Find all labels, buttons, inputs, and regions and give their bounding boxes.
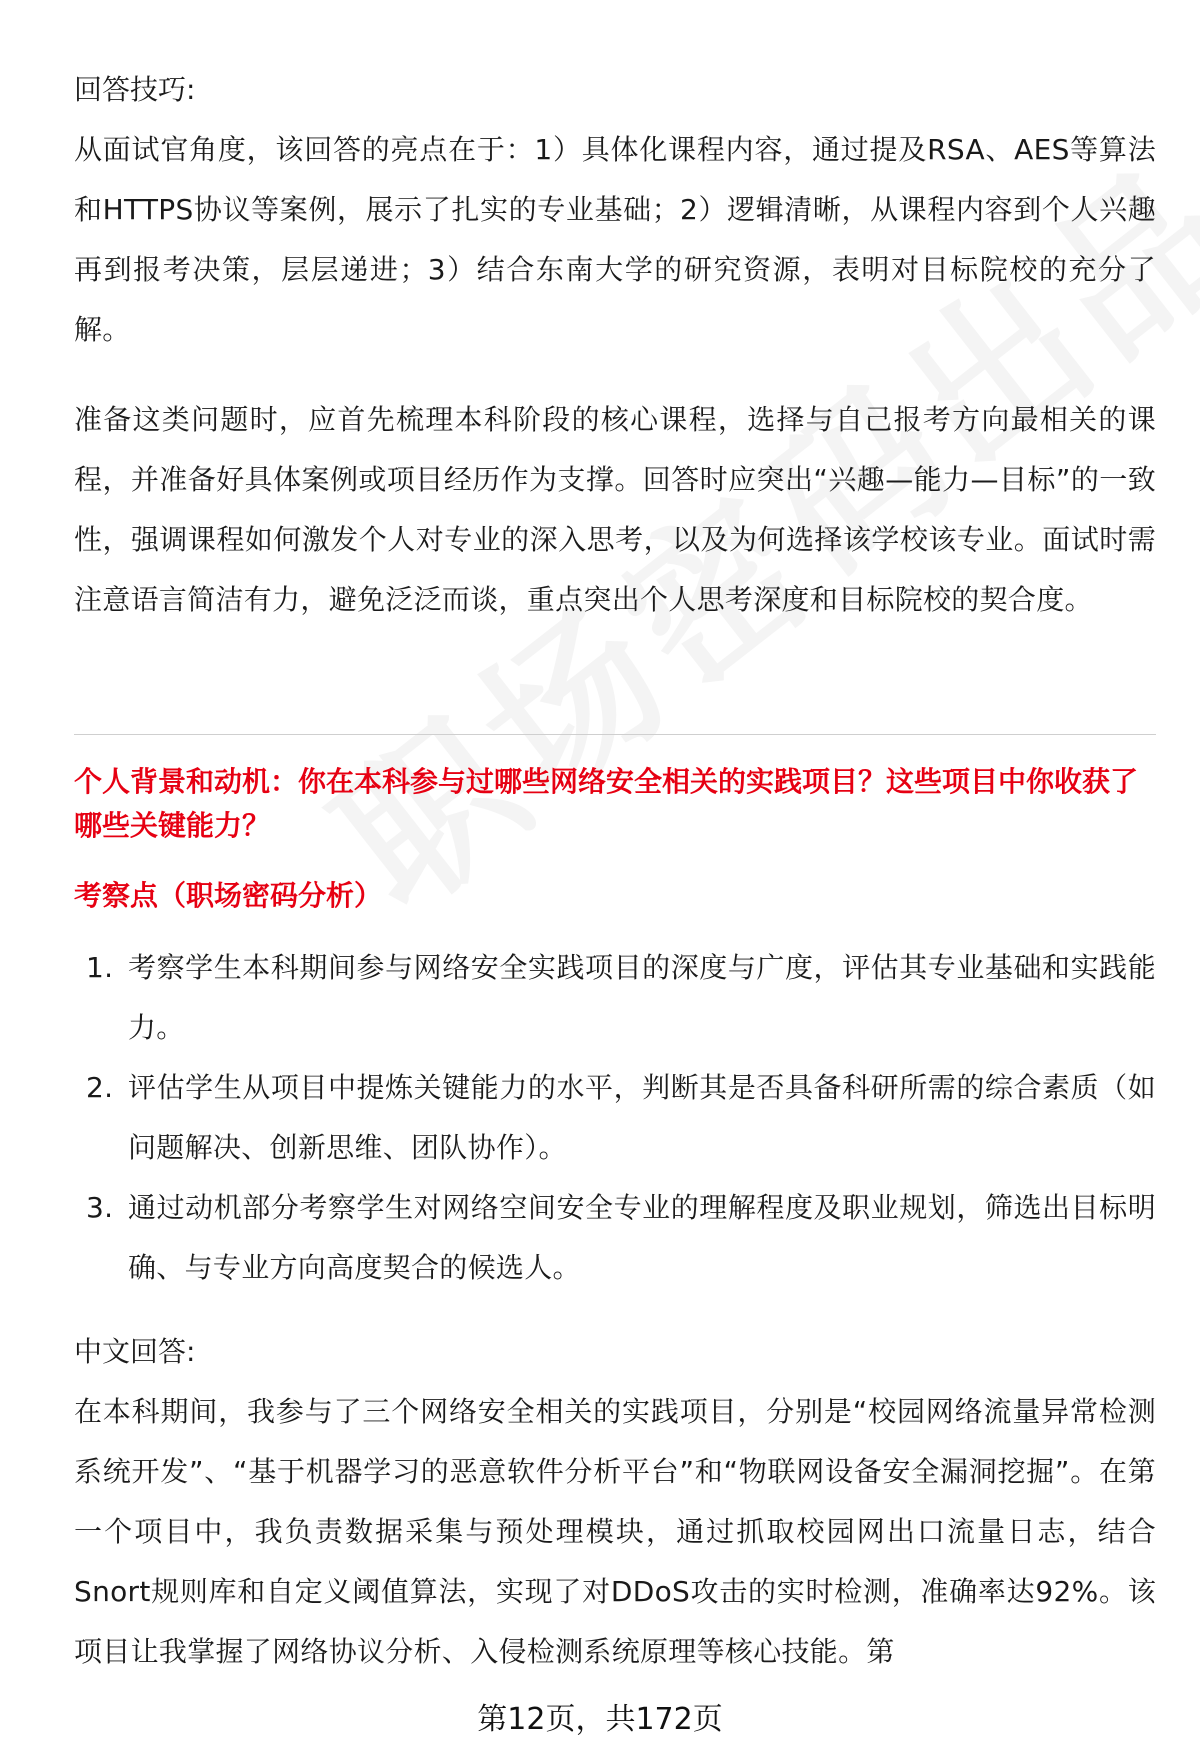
list-item <box>74 1058 1156 1178</box>
page-number: 第12页，共172页 <box>477 1702 723 1737</box>
list-item <box>74 938 1156 1058</box>
list-number: 3. <box>86 1191 114 1224</box>
list-text: 通过动机部分考察学生对网络空间安全专业的理解程度及职业规划，筛选出目标明确、与专业方向高度契合的候选人。 <box>128 1191 1156 1284</box>
assessment-points <box>74 938 1156 1298</box>
tips-label: 回答技巧: <box>74 73 196 106</box>
answer-label: 中文回答: <box>74 1335 196 1368</box>
list-text: 评估学生从项目中提炼关键能力的水平，判断其是否具备科研所需的综合素质（如问题解决、创新思维、团队协作）。 <box>128 1071 1156 1164</box>
tips-paragraph-1: 从面试官角度，该回答的亮点在于：1）具体化课程内容，通过提及RSA、AES等算法和HTTPS协议等案例，展示了扎实的专业基础；2）逻辑清晰，从课程内容到个人兴趣再到报考决策，层层递进；3）结合东南大学的研究资源，表明对目标院校的充分了解。 <box>74 133 1156 346</box>
list-number: 1. <box>86 951 114 984</box>
section-divider <box>74 734 1156 735</box>
list-text: 考察学生本科期间参与网络安全实践项目的深度与广度，评估其专业基础和实践能力。 <box>128 951 1156 1044</box>
list-item <box>74 1178 1156 1298</box>
question-subtitle: 考察点（职场密码分析） <box>74 879 383 912</box>
answer-paragraph: 在本科期间，我参与了三个网络安全相关的实践项目，分别是“校园网络流量异常检测系统开发”、“基于机器学习的恶意软件分析平台”和“物联网设备安全漏洞挖掘”。在第一个项目中，我负责数据采集与预处理模块，通过抓取校园网出口流量日志，结合Snort规则库和自定义阈值算法，实现了对DDoS攻击的实时检测，准确率达92%。该项目让我掌握了网络协议分析、入侵检测系统原理等核心技能。第 <box>74 1395 1156 1668</box>
question-title: 个人背景和动机：你在本科参与过哪些网络安全相关的实践项目？这些项目中你收获了哪些关键能力？ <box>74 765 1139 842</box>
tips-paragraph-2: 准备这类问题时，应首先梳理本科阶段的核心课程，选择与自己报考方向最相关的课程，并准备好具体案例或项目经历作为支撑。回答时应突出“兴趣—能力—目标”的一致性，强调课程如何激发个人对专业的深入思考，以及为何选择该学校该专业。面试时需注意语言简洁有力，避免泛泛而谈，重点突出个人思考深度和目标院校的契合度。 <box>74 403 1156 616</box>
list-number: 2. <box>86 1071 114 1104</box>
question-section <box>74 760 1156 1682</box>
document-page <box>74 0 1156 630</box>
